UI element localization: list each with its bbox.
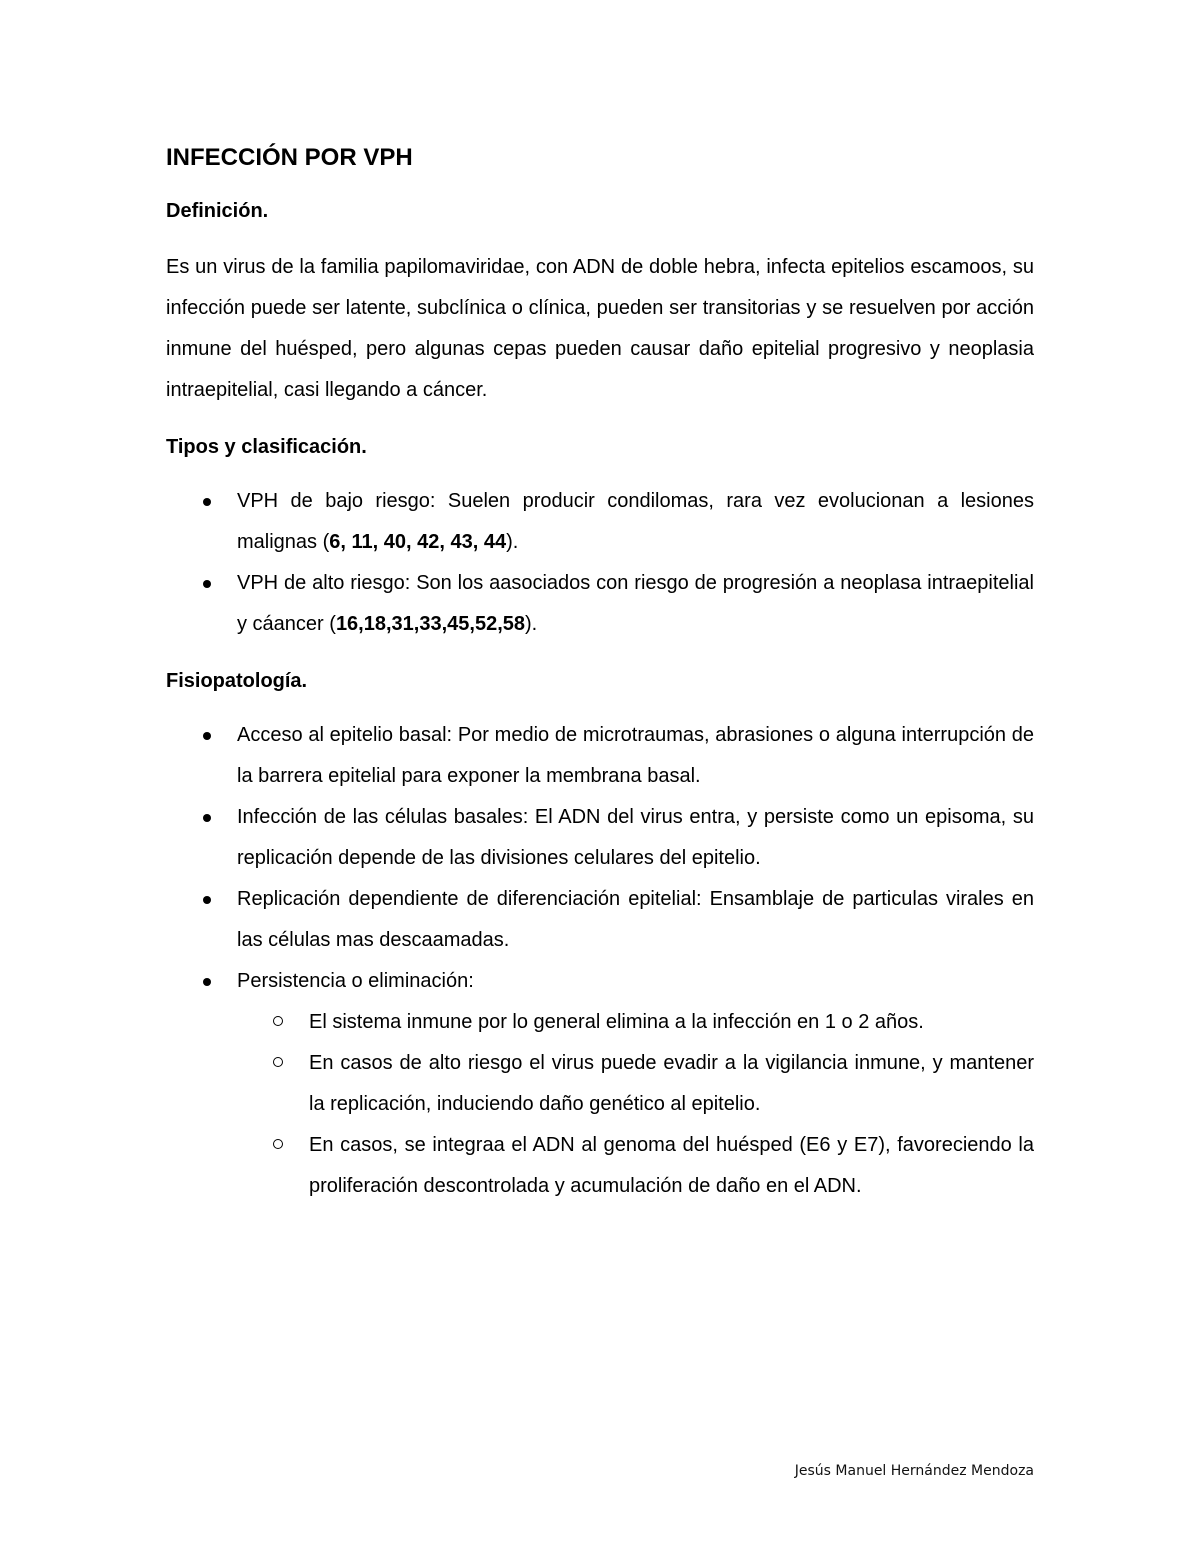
bullet-icon bbox=[203, 814, 211, 822]
list-item-text: VPH de alto riesgo: Son los aasociados con riesgo de progresión a neoplasa intraepitelial y cáancer ( bbox=[237, 572, 1034, 635]
sub-list-item bbox=[237, 1002, 1034, 1043]
bullet-icon bbox=[203, 580, 211, 588]
persistencia-sublist bbox=[166, 1002, 1034, 1207]
list-item-bold: 16,18,31,33,45,52,58 bbox=[335, 613, 525, 635]
sub-list-item-text: El sistema inmune por lo general elimina a la infección en 1 o 2 años. bbox=[309, 1011, 924, 1033]
sub-list-item-text: En casos de alto riesgo el virus puede evadir a la vigilancia inmune, y mantener la replicación, induciendo daño genético al epitelio. bbox=[309, 1052, 1034, 1115]
list-item-text: Persistencia o eliminación: bbox=[237, 970, 474, 992]
list-item bbox=[166, 797, 1034, 879]
list-item bbox=[166, 879, 1034, 961]
bullet-icon bbox=[203, 978, 211, 986]
sub-list-item-text: En casos, se integraa el ADN al genoma del huésped (E6 y E7), favoreciendo la proliferación descontrolada y acumulación de daño en el ADN. bbox=[309, 1134, 1034, 1197]
section-heading-definicion: Definición. bbox=[166, 200, 269, 222]
bullet-icon bbox=[203, 732, 211, 740]
page-title: INFECCIÓN POR VPH bbox=[166, 144, 413, 171]
sub-list-item bbox=[237, 1043, 1034, 1125]
section-heading-fisiopatologia: Fisiopatología. bbox=[166, 670, 308, 692]
section-heading-tipos: Tipos y clasificación. bbox=[166, 436, 367, 458]
list-item-text: Acceso al epitelio basal: Por medio de microtraumas, abrasiones o alguna interrupción de la barrera epitelial para exponer la membrana basal. bbox=[237, 724, 1034, 787]
document-content bbox=[166, 138, 1034, 1207]
list-item-text: VPH de bajo riesgo: Suelen producir condilomas, rara vez evolucionan a lesiones malignas ( bbox=[237, 490, 1034, 553]
list-item bbox=[166, 715, 1034, 797]
list-item-bold: 6, 11, 40, 42, 43, 44 bbox=[329, 531, 507, 553]
hollow-bullet-icon bbox=[273, 1057, 283, 1067]
footer-author: Jesús Manuel Hernández Mendoza bbox=[794, 1463, 1034, 1479]
list-item-text: Infección de las células basales: El ADN del virus entra, y persiste como un episoma, su replicación depende de las divisiones celulares del epitelio. bbox=[237, 806, 1034, 869]
definicion-paragraph: Es un virus de la familia papilomaviridae, con ADN de doble hebra, infecta epitelios escamoos, su infección puede ser latente, subclínica o clínica, pueden ser transitorias y se resuelven por acción inmune del huésped, pero algunas cepas pueden causar daño epitelial progresivo y neoplasia intraepitelial, casi llegando a cáncer. bbox=[166, 256, 1034, 401]
bullet-icon bbox=[203, 498, 211, 506]
list-item-end: ). bbox=[506, 531, 519, 553]
list-item bbox=[166, 481, 1034, 563]
sub-list-item bbox=[237, 1125, 1034, 1207]
list-item-end: ). bbox=[525, 613, 538, 635]
list-item bbox=[166, 563, 1034, 645]
list-item-text: Replicación dependiente de diferenciación epitelial: Ensamblaje de particulas virales en las células mas descaamadas. bbox=[237, 888, 1034, 951]
fisiopatologia-list bbox=[166, 715, 1034, 1002]
list-item bbox=[166, 961, 1034, 1002]
hollow-bullet-icon bbox=[273, 1139, 283, 1149]
tipos-list bbox=[166, 481, 1034, 645]
bullet-icon bbox=[203, 896, 211, 904]
hollow-bullet-icon bbox=[273, 1016, 283, 1026]
